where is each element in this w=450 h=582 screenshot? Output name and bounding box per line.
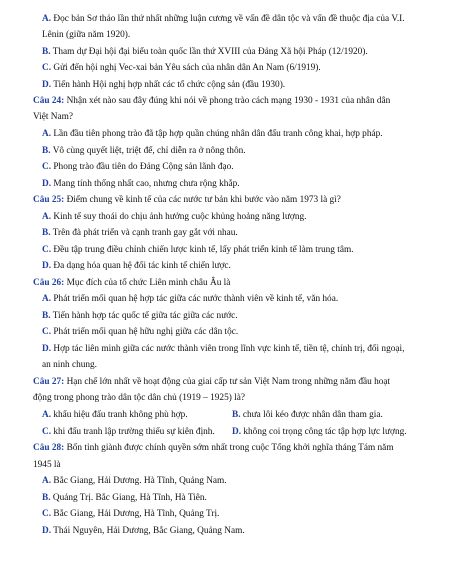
option-text: Gửi đến hội nghị Vec-xai bản Yêu sách của nhân dân An Nam (6/1919). — [53, 63, 321, 73]
q24-option-a — [0, 128, 450, 140]
q25-option-a — [0, 211, 450, 223]
q24-option-b — [0, 145, 450, 157]
question-label: Câu 27: — [33, 377, 65, 387]
q24-option-d — [0, 178, 450, 190]
q27-option-d — [232, 426, 407, 438]
option-text: Lênin (giữa năm 1920). — [42, 30, 131, 40]
option-text: Trên đà phát triển và cạnh tranh gay gắt với nhau. — [52, 228, 238, 238]
option-text: Đa dạng hóa quan hệ đối tác kinh tế chiến lược. — [53, 261, 231, 271]
question-text: Nhận xét nào sau đây đúng khi nói về phong trào cách mạng 1930 - 1931 của nhân dân — [66, 96, 391, 106]
option-text: Bắc Giang, Hải Dương. Hà Tĩnh, Quảng Nam. — [53, 476, 227, 486]
q26-option-c — [0, 326, 450, 338]
option-text: Tham dự Đại hội đại biểu toàn quốc lần thứ XVIII của Đảng Xã hội Pháp (12/1920). — [52, 47, 368, 57]
q23-option-c — [0, 62, 450, 74]
option-text: khi đấu tranh lập trường thiếu sự kiên định. — [53, 427, 215, 437]
option-text: Quảng Trị. Bắc Giang, Hà Tĩnh, Hà Tiên. — [52, 493, 207, 503]
q27-option-c — [42, 426, 215, 438]
question-text: Điểm chung về kinh tế của các nước tư bản khi bước vào năm 1973 là gì? — [66, 195, 341, 205]
option-key: A. — [42, 410, 52, 420]
q26-option-b — [0, 310, 450, 322]
option-key: B. — [42, 47, 51, 57]
q25-stem — [0, 194, 450, 206]
option-text: Phát triển mối quan hệ hợp tác giữa các nước thành viên về kinh tế, văn hóa. — [53, 294, 339, 304]
question-label: Câu 24: — [33, 96, 65, 106]
option-text: không coi trọng công tác tập hợp lực lượng. — [243, 427, 407, 437]
q25-option-b — [0, 227, 450, 239]
q23-option-a-cont — [0, 29, 450, 41]
q24-stem-cont — [0, 111, 450, 123]
q28-stem — [0, 442, 450, 454]
q26-option-d-cont — [0, 359, 450, 371]
option-text: Lần đầu tiên phong trào đã tập hợp quần chúng nhân dân đấu tranh công khai, hợp pháp. — [53, 129, 383, 139]
question-text: Mục đích của tổ chức Liên minh châu Âu là — [66, 278, 231, 288]
option-text: Phát triển mối quan hệ hữu nghị giữa các dân tộc. — [53, 327, 239, 337]
option-key: A. — [42, 212, 52, 222]
q26-option-d — [0, 343, 450, 355]
option-text: Đều tập trung điều chỉnh chiến lược kinh tế, lấy phát triển kinh tế làm trung tâm. — [53, 245, 354, 255]
option-text: Mang tính thống nhất cao, nhưng chưa rộng khắp. — [53, 179, 240, 189]
question-label: Câu 26: — [33, 278, 65, 288]
q26-stem — [0, 277, 450, 289]
option-text: Tiến hành Hội nghị hợp nhất các tổ chức cộng sản (đầu 1930). — [53, 80, 286, 90]
question-text: Việt Nam? — [33, 112, 73, 122]
option-key: A. — [42, 14, 52, 24]
q27-stem — [0, 376, 450, 388]
q28-option-d — [0, 525, 450, 537]
option-text: Phong trào đầu tiên do Đảng Cộng sản lãnh đạo. — [53, 162, 234, 172]
option-key: D. — [232, 427, 242, 437]
option-text: Tiến hành hợp tác quốc tế giữa tác giữa các nước. — [52, 311, 238, 321]
q27-option-b — [232, 409, 383, 421]
option-text: Thái Nguyên, Hải Dương, Bắc Giang, Quảng Nam. — [53, 526, 245, 536]
option-key: B. — [42, 146, 51, 156]
option-key: C. — [42, 245, 52, 255]
q26-option-a — [0, 293, 450, 305]
option-key: B. — [42, 493, 51, 503]
option-key: C. — [42, 63, 52, 73]
question-text: Hạn chế lớn nhất về hoạt động của giai cấp tư sản Việt Nam trong những năm đầu hoạt — [66, 377, 391, 387]
question-text: động trong phong trào dân tộc dân chủ (1919 – 1925) là? — [33, 393, 245, 403]
option-text: Kinh tế suy thoái do chịu ảnh hưởng cuộc khủng hoảng năng lượng. — [53, 212, 307, 222]
q27-option-a — [42, 409, 188, 421]
option-key: D. — [42, 261, 52, 271]
option-key: C. — [42, 327, 52, 337]
q23-option-a — [0, 13, 450, 25]
option-text: chưa lôi kéo được nhân dân tham gia. — [242, 410, 383, 420]
question-label: Câu 25: — [33, 195, 65, 205]
q23-option-b — [0, 46, 450, 58]
question-label: Câu 28: — [33, 443, 65, 453]
q25-option-c — [0, 244, 450, 256]
option-key: B. — [42, 311, 51, 321]
q25-option-d — [0, 260, 450, 272]
option-text: Bắc Giang, Hải Dương, Hà Tĩnh, Quảng Trị. — [53, 509, 220, 519]
option-key: C. — [42, 427, 52, 437]
option-key: D. — [42, 344, 52, 354]
option-key: D. — [42, 526, 52, 536]
question-text: Bốn tỉnh giành được chính quyền sớm nhất trong cuộc Tổng khởi nghĩa tháng Tám năm — [66, 443, 394, 453]
option-text: Hợp tác liên minh giữa các nước thành viên trong lĩnh vực kinh tế, tiền tệ, chính trị, đối ngoại, — [53, 344, 405, 354]
option-key: A. — [42, 476, 52, 486]
option-key: B. — [42, 228, 51, 238]
option-text: Đọc bản Sơ thảo lần thứ nhất những luận cương về vấn đề dân tộc và vấn đề thuộc địa của V.I. — [53, 14, 405, 24]
option-text: Vô cùng quyết liệt, triệt để, chỉ diễn ra ở nông thôn. — [52, 146, 246, 156]
option-key: C. — [42, 162, 52, 172]
option-key: D. — [42, 80, 52, 90]
q24-option-c — [0, 161, 450, 173]
option-key: D. — [42, 179, 52, 189]
q27-stem-cont — [0, 392, 450, 404]
q28-option-a — [0, 475, 450, 487]
q28-option-b — [0, 492, 450, 504]
option-text: an ninh chung. — [42, 360, 97, 370]
q23-option-d — [0, 79, 450, 91]
question-text: 1945 là — [33, 460, 61, 470]
q28-stem-cont — [0, 459, 450, 471]
q28-option-c — [0, 508, 450, 520]
q24-stem — [0, 95, 450, 107]
option-key: A. — [42, 129, 52, 139]
option-key: C. — [42, 509, 52, 519]
option-key: A. — [42, 294, 52, 304]
option-text: khẩu hiệu đấu tranh không phù hợp. — [53, 410, 188, 420]
option-key: B. — [232, 410, 241, 420]
